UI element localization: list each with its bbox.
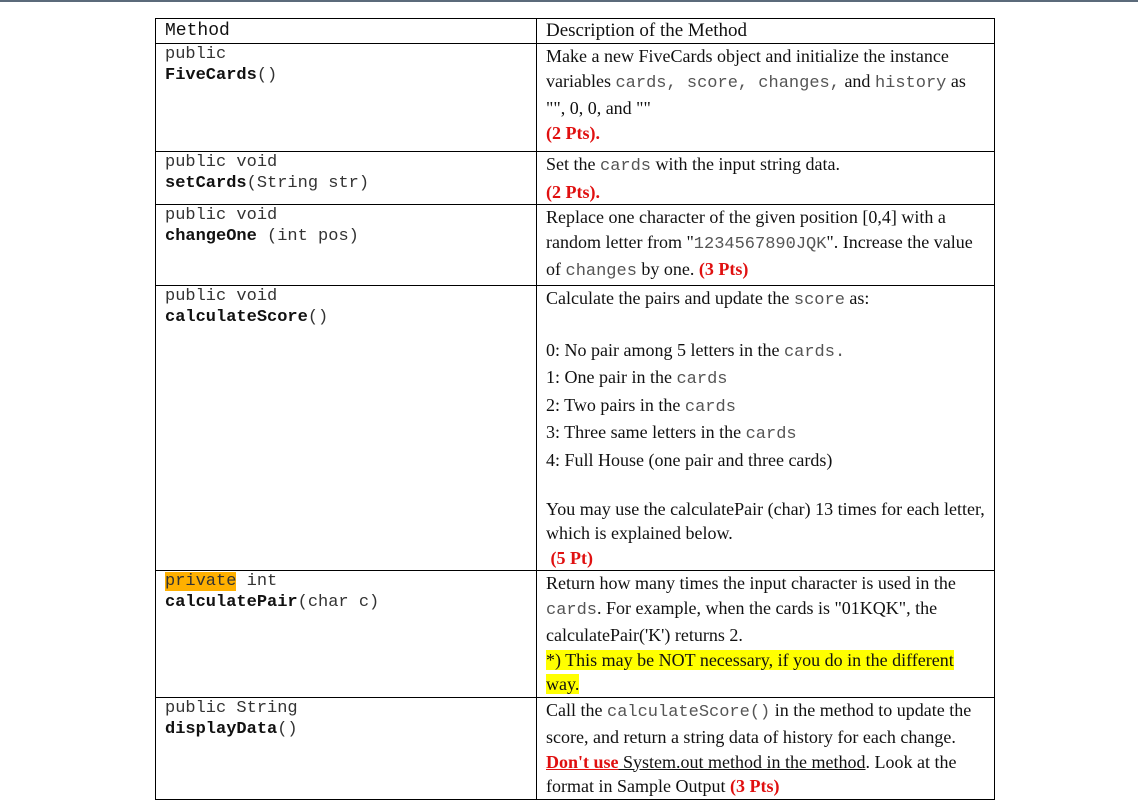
score-rule-1: 1: One pair in the bbox=[546, 367, 677, 387]
method-name: changeOne bbox=[165, 227, 257, 246]
code-score: score bbox=[793, 290, 845, 310]
sysout-warning: System.out method in the method bbox=[618, 751, 866, 772]
modifier: int bbox=[236, 572, 278, 591]
desc-text: in the method to update the score, and return a string data of history for each change. bbox=[546, 699, 972, 747]
method-params: (String str) bbox=[246, 174, 370, 193]
method-description bbox=[537, 285, 995, 571]
score-rule-4: 4: Full House (one pair and three cards) bbox=[546, 449, 833, 470]
method-name: calculatePair bbox=[165, 593, 298, 612]
score-rule-2: 2: Two pairs in the bbox=[546, 394, 685, 415]
method-description bbox=[537, 571, 995, 698]
code-cards: cards bbox=[600, 157, 652, 176]
top-border-line bbox=[0, 0, 1138, 2]
method-signature bbox=[156, 152, 537, 205]
desc-text: Set the bbox=[546, 154, 600, 174]
method-name: calculateScore bbox=[165, 307, 308, 327]
method-description bbox=[537, 152, 995, 205]
table-row bbox=[156, 205, 995, 286]
method-params: () bbox=[277, 719, 298, 739]
table-row bbox=[156, 697, 995, 799]
code-history: history bbox=[874, 73, 947, 93]
desc-text: by one. bbox=[636, 259, 699, 279]
points-label: (3 Pts) bbox=[698, 259, 749, 279]
method-params: (int pos) bbox=[256, 227, 359, 246]
method-signature bbox=[156, 697, 537, 799]
table-row bbox=[156, 152, 995, 205]
code-cards: cards. bbox=[783, 342, 846, 362]
modifier: public void bbox=[165, 153, 278, 172]
code-cards: cards bbox=[546, 600, 598, 620]
points-label: (3 Pts) bbox=[729, 776, 780, 796]
note-highlight: *) This may be NOT necessary, if you do in the different way. bbox=[546, 649, 954, 694]
table-row bbox=[156, 571, 995, 698]
code-letters: 1234567890JQK bbox=[693, 234, 827, 254]
method-description bbox=[537, 697, 995, 799]
desc-text: as "", 0, 0, and "" bbox=[546, 70, 966, 118]
desc-text: Return how many times the input character is used in the bbox=[546, 573, 956, 593]
desc-text: You may use the calculatePair (char) 13 times for each letter, which is explained below. bbox=[546, 498, 985, 543]
table-header-row bbox=[156, 19, 995, 44]
method-signature bbox=[156, 205, 537, 286]
desc-text: . For example, when the cards is "01KQK", the calculatePair('K') returns 2. bbox=[546, 597, 938, 645]
desc-text: as: bbox=[844, 287, 870, 308]
modifier: public bbox=[165, 45, 227, 64]
code-cards: cards bbox=[745, 425, 797, 444]
desc-text: Call the bbox=[546, 699, 607, 720]
method-params: () bbox=[256, 66, 278, 85]
method-name: setCards bbox=[165, 174, 247, 193]
desc-text: . Look at the format in Sample Output bbox=[546, 751, 957, 796]
method-signature bbox=[156, 44, 537, 152]
modifier: public void bbox=[165, 286, 278, 306]
desc-text: and bbox=[844, 70, 875, 91]
points-label: (2 Pts). bbox=[546, 122, 600, 143]
private-modifier-highlight: private bbox=[165, 572, 237, 591]
desc-text: Replace one character of the given position [0,4] with a random letter from " bbox=[546, 207, 946, 252]
code-changes: changes bbox=[565, 262, 637, 281]
code-cards: cards, bbox=[615, 73, 677, 93]
header-description: Description of the Method bbox=[537, 19, 995, 44]
header-method: Method bbox=[156, 19, 537, 44]
code-changes: changes, bbox=[748, 73, 840, 93]
table-row bbox=[156, 285, 995, 571]
code-cards: cards bbox=[684, 397, 736, 417]
desc-text: Calculate the pairs and update the bbox=[546, 287, 794, 308]
points-label: (5 Pt) bbox=[550, 547, 593, 568]
method-signature bbox=[156, 571, 537, 698]
method-description bbox=[537, 44, 995, 152]
method-name: displayData bbox=[165, 719, 278, 739]
desc-text: ". Increase the value of bbox=[546, 231, 973, 279]
code-calculate-score: calculateScore() bbox=[607, 702, 771, 722]
points-label: (2 Pts). bbox=[546, 181, 600, 202]
method-signature bbox=[156, 285, 537, 571]
code-cards: cards bbox=[676, 370, 728, 389]
method-params: () bbox=[307, 307, 329, 327]
method-description bbox=[537, 205, 995, 286]
desc-text: Make a new FiveCards object and initialize the instance variables bbox=[546, 46, 949, 91]
modifier: public String bbox=[165, 698, 298, 718]
dont-use-warning: Don't use bbox=[546, 751, 619, 772]
code-score: score, bbox=[676, 73, 749, 93]
modifier: public void bbox=[165, 206, 278, 225]
score-rule-3: 3: Three same letters in the bbox=[546, 422, 746, 442]
table-row bbox=[156, 44, 995, 152]
method-description-table bbox=[155, 18, 995, 800]
method-params: (char c) bbox=[297, 593, 380, 612]
score-rule-0: 0: No pair among 5 letters in the bbox=[546, 339, 784, 360]
desc-text: with the input string data. bbox=[651, 154, 840, 174]
method-name: FiveCards bbox=[165, 66, 257, 85]
